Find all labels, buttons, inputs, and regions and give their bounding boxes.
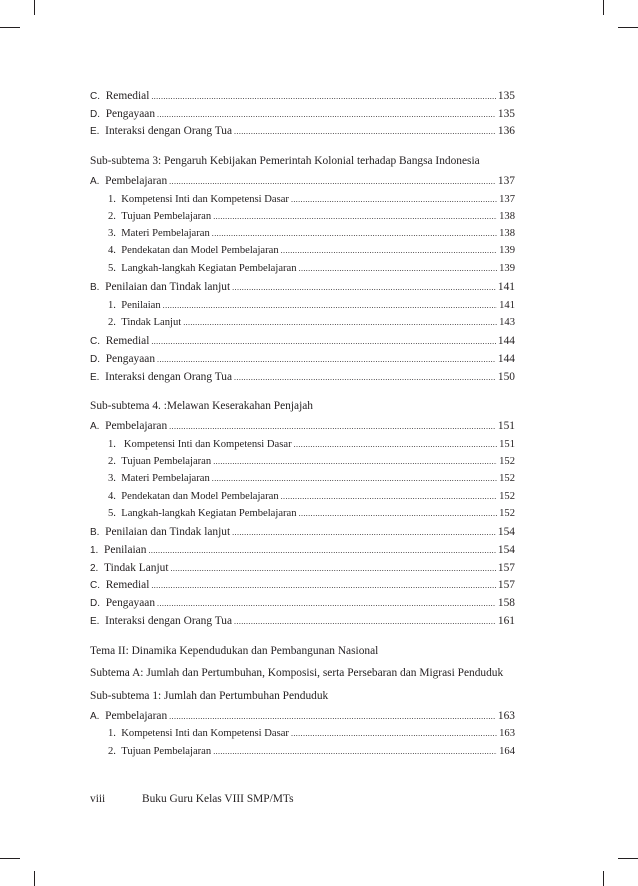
toc-entry-label [90, 333, 149, 351]
toc-entry-title: Kompetensi Inti dan Kompetensi Dasar [121, 438, 292, 450]
toc-entry[interactable] [90, 560, 515, 578]
toc-page-number: 163 [497, 709, 515, 722]
toc-entry-prefix: B. [90, 282, 100, 293]
book-title: Buku Guru Kelas VIII SMP/MTs [142, 793, 294, 805]
toc-entry-label [108, 225, 210, 242]
crop-mark [603, 0, 604, 15]
dot-leader [232, 524, 496, 542]
dot-leader [169, 418, 496, 436]
toc-entry-title: Tindak Lanjut [121, 317, 182, 328]
toc-entry-prefix: 1. [108, 728, 116, 740]
dot-leader [212, 225, 497, 242]
toc-page-number: 157 [497, 561, 515, 574]
toc-entry-title: Pengayaan [105, 107, 156, 120]
dot-leader [299, 260, 498, 277]
toc-entry-title: Pembelajaran [105, 709, 168, 722]
toc-page-number: 135 [497, 107, 515, 120]
crop-mark [603, 871, 604, 886]
section-heading: Sub-subtema 3: Pengaruh Kebijakan Pemerintah Kolonial terhadap Bangsa Indonesia [90, 155, 480, 168]
toc-entry-label [108, 297, 161, 314]
toc-entry[interactable] [90, 314, 515, 331]
toc-entry-title: Interaksi dengan Orang Tua [105, 125, 233, 138]
toc-entry-title: Materi Pembelajaran [121, 228, 210, 240]
toc-entry-prefix: D. [90, 354, 100, 365]
toc-page-number: 164 [499, 745, 515, 757]
toc-entry-title: Pembelajaran [105, 420, 168, 433]
toc-entry[interactable] [90, 524, 515, 542]
toc-entry-label [90, 613, 232, 631]
toc-entry-title: Penilaian dan Tindak lanjut [105, 526, 231, 539]
dot-leader [213, 208, 497, 225]
toc-entry-title: Penilaian [104, 544, 147, 556]
toc-entry-label [90, 418, 167, 436]
toc-page-number: 157 [497, 579, 515, 592]
dot-leader [169, 173, 496, 191]
toc-page-number: 138 [499, 228, 515, 240]
toc-page-number: 150 [497, 370, 515, 383]
toc-entry-label [90, 123, 232, 141]
toc-entry[interactable] [90, 418, 515, 436]
section-heading: Sub-subtema 1: Jumlah dan Pertumbuhan Penduduk [90, 689, 329, 702]
toc-entry[interactable] [90, 297, 515, 314]
dot-leader [281, 488, 497, 505]
dot-leader [213, 743, 497, 760]
toc-page-number: 154 [497, 544, 515, 556]
dot-leader [183, 314, 497, 331]
toc-entry[interactable] [90, 242, 515, 259]
toc-entry-prefix: C. [90, 91, 100, 102]
toc-entry-title: Remedial [105, 579, 150, 592]
dot-leader [232, 279, 496, 297]
toc-entry-title: Pengayaan [105, 597, 156, 610]
dot-leader [234, 613, 496, 631]
toc-entry-title: Pendekatan dan Model Pembelajaran [121, 490, 279, 502]
dot-leader [291, 725, 497, 742]
toc-page-number: 135 [497, 90, 515, 102]
toc-page-number: 154 [497, 526, 515, 539]
toc-entry[interactable] [90, 123, 515, 141]
toc-entry-title: Pendekatan dan Model Pembelajaran [121, 245, 279, 257]
toc-entry[interactable] [90, 488, 515, 505]
toc-page-number: 137 [497, 174, 515, 187]
toc-entry-title: Tujuan Pembelajaran [121, 745, 212, 757]
toc-entry-label [90, 369, 232, 387]
toc-entry-prefix: A. [90, 175, 100, 187]
toc-page-number: 144 [497, 335, 515, 348]
dot-leader [234, 123, 496, 141]
toc-entry-label [108, 470, 210, 487]
crop-mark [618, 27, 638, 28]
toc-page-number: 158 [497, 597, 515, 610]
crop-mark [34, 0, 35, 15]
toc-entry-label [90, 524, 230, 542]
toc-entry-prefix: B. [90, 527, 100, 539]
toc-entry-title: Kompetensi Inti dan Kompetensi Dasar [121, 728, 289, 740]
toc-entry-title: Tujuan Pembelajaran [121, 210, 212, 222]
toc-entry-label [108, 436, 292, 453]
dot-leader [157, 351, 496, 369]
toc-page-number: 163 [499, 728, 515, 740]
crop-mark [0, 27, 20, 28]
dot-leader [169, 708, 496, 726]
toc-entry-title: Tindak Lanjut [104, 561, 169, 574]
toc-entry[interactable] [90, 88, 515, 106]
toc-entry-label [108, 725, 289, 742]
page-footer [90, 793, 294, 805]
toc-entry-prefix: 1. [90, 545, 99, 556]
toc-page-number: 138 [499, 210, 515, 222]
toc-page-number: 151 [497, 420, 515, 433]
toc-entry-prefix: 5. [108, 262, 116, 274]
toc-entry-label [90, 595, 155, 613]
dot-leader [291, 191, 497, 208]
crop-mark [618, 858, 638, 859]
toc-entry[interactable] [90, 725, 515, 742]
toc-entry-prefix: A. [90, 710, 100, 722]
toc-entry-label [108, 242, 279, 259]
table-of-contents [90, 88, 515, 760]
dot-leader [234, 369, 496, 387]
toc-entry-prefix: 2. [90, 562, 99, 574]
toc-entry[interactable] [90, 225, 515, 242]
toc-entry[interactable] [90, 369, 515, 387]
toc-entry-label [108, 453, 211, 470]
toc-entry-title: Langkah-langkah Kegiatan Pembelajaran [121, 262, 297, 274]
toc-entry[interactable] [90, 173, 515, 191]
dot-leader [163, 297, 497, 314]
toc-entry[interactable] [90, 743, 515, 760]
toc-entry-title: Pembelajaran [105, 174, 168, 187]
toc-entry[interactable] [90, 191, 515, 208]
toc-page-number: 137 [499, 193, 515, 205]
toc-entry-title: Penilaian dan Tindak lanjut [105, 281, 231, 293]
toc-page-number: 152 [499, 508, 515, 519]
dot-leader [213, 453, 497, 470]
toc-page-number: 139 [499, 262, 515, 274]
toc-entry-prefix: E. [90, 615, 100, 627]
toc-entry-prefix: E. [90, 126, 100, 138]
dot-leader [157, 595, 496, 613]
toc-entry-label [90, 88, 149, 106]
dot-leader [171, 560, 496, 578]
toc-entry[interactable] [90, 260, 515, 277]
toc-entry-title: Interaksi dengan Orang Tua [105, 614, 233, 627]
toc-entry[interactable] [90, 505, 515, 522]
toc-entry[interactable] [90, 708, 515, 726]
toc-entry-label [108, 314, 181, 331]
toc-entry-prefix: 2. [108, 210, 116, 222]
toc-entry[interactable] [90, 577, 515, 595]
toc-entry-title: Remedial [105, 335, 150, 348]
toc-entry-label [90, 351, 155, 369]
toc-entry-prefix: 5. [108, 508, 116, 519]
dot-leader [157, 106, 496, 124]
crop-mark [34, 871, 35, 886]
toc-page-number: 151 [499, 438, 515, 450]
toc-entry-label [90, 560, 169, 578]
dot-leader [299, 505, 498, 522]
toc-entry-prefix: 3. [108, 228, 116, 240]
section-heading: Subtema A: Jumlah dan Pertumbuhan, Komposisi, serta Persebaran dan Migrasi Penduduk [90, 667, 504, 680]
toc-entry-prefix: 2. [108, 745, 116, 757]
crop-mark [0, 858, 20, 859]
toc-entry-prefix: D. [90, 598, 100, 610]
toc-entry-label [108, 505, 297, 522]
toc-entry-prefix: E. [90, 371, 100, 383]
toc-entry[interactable] [90, 208, 515, 225]
toc-page-number: 136 [497, 125, 515, 138]
toc-page-number: 141 [497, 281, 515, 293]
toc-entry-title: Interaksi dengan Orang Tua [105, 370, 233, 383]
toc-entry-title: Remedial [105, 90, 150, 102]
toc-entry-title: Tujuan Pembelajaran [121, 456, 212, 468]
toc-entry-prefix: 1. [108, 438, 116, 450]
toc-entry-prefix: 2. [108, 456, 116, 468]
toc-page-number: 144 [497, 353, 515, 365]
toc-entry[interactable] [90, 333, 515, 351]
dot-leader [212, 470, 497, 487]
page-number: viii [90, 793, 106, 805]
toc-entry-title: Kompetensi Inti dan Kompetensi Dasar [121, 193, 289, 205]
toc-entry-label [108, 743, 211, 760]
toc-page-number: 152 [499, 473, 515, 485]
toc-entry-label [90, 542, 146, 560]
toc-entry-title: Materi Pembelajaran [121, 473, 210, 485]
toc-entry-prefix: 2. [108, 317, 116, 328]
toc-entry[interactable] [90, 106, 515, 124]
toc-entry-prefix: 1. [108, 193, 116, 205]
toc-entry-prefix: 4. [108, 490, 116, 502]
toc-entry-label [90, 708, 167, 726]
toc-entry[interactable] [90, 436, 515, 453]
toc-entry-label [90, 106, 155, 124]
toc-entry-title: Pengayaan [105, 353, 156, 365]
toc-entry[interactable] [90, 453, 515, 470]
dot-leader [281, 242, 497, 259]
toc-page-number: 161 [497, 614, 515, 627]
toc-entry-label [90, 173, 167, 191]
dot-leader [294, 436, 498, 453]
toc-entry-label [90, 577, 149, 595]
toc-page-number: 152 [499, 490, 515, 502]
section-heading: Tema II: Dinamika Kependudukan dan Pembangunan Nasional [90, 644, 379, 657]
toc-page-number: 141 [499, 299, 515, 311]
toc-entry-prefix: C. [90, 336, 100, 348]
toc-entry-title: Langkah-langkah Kegiatan Pembelajaran [121, 508, 297, 519]
toc-entry-prefix: 4. [108, 245, 116, 257]
section-heading: Sub-subtema 4. :Melawan Keserakahan Penjajah [90, 400, 313, 413]
toc-entry-label [108, 260, 297, 277]
toc-page-number: 143 [499, 317, 515, 328]
toc-entry-label [108, 208, 211, 225]
toc-entry-prefix: C. [90, 580, 100, 592]
toc-entry-label [90, 279, 230, 297]
toc-entry[interactable] [90, 351, 515, 369]
dot-leader [148, 542, 495, 560]
toc-entry-prefix: D. [90, 108, 100, 120]
toc-entry[interactable] [90, 595, 515, 613]
toc-entry-label [108, 191, 289, 208]
toc-entry-label [108, 488, 279, 505]
toc-entry-prefix: 1. [108, 299, 116, 311]
toc-entry-prefix: 3. [108, 473, 116, 485]
toc-entry-title: Penilaian [121, 299, 161, 311]
dot-leader [151, 333, 496, 351]
toc-page-number: 139 [499, 245, 515, 257]
toc-entry[interactable] [90, 470, 515, 487]
toc-entry[interactable] [90, 542, 515, 560]
toc-page-number: 152 [499, 456, 515, 468]
toc-entry[interactable] [90, 613, 515, 631]
dot-leader [151, 577, 496, 595]
dot-leader [151, 88, 496, 106]
toc-entry[interactable] [90, 279, 515, 297]
toc-entry-prefix: A. [90, 421, 100, 433]
